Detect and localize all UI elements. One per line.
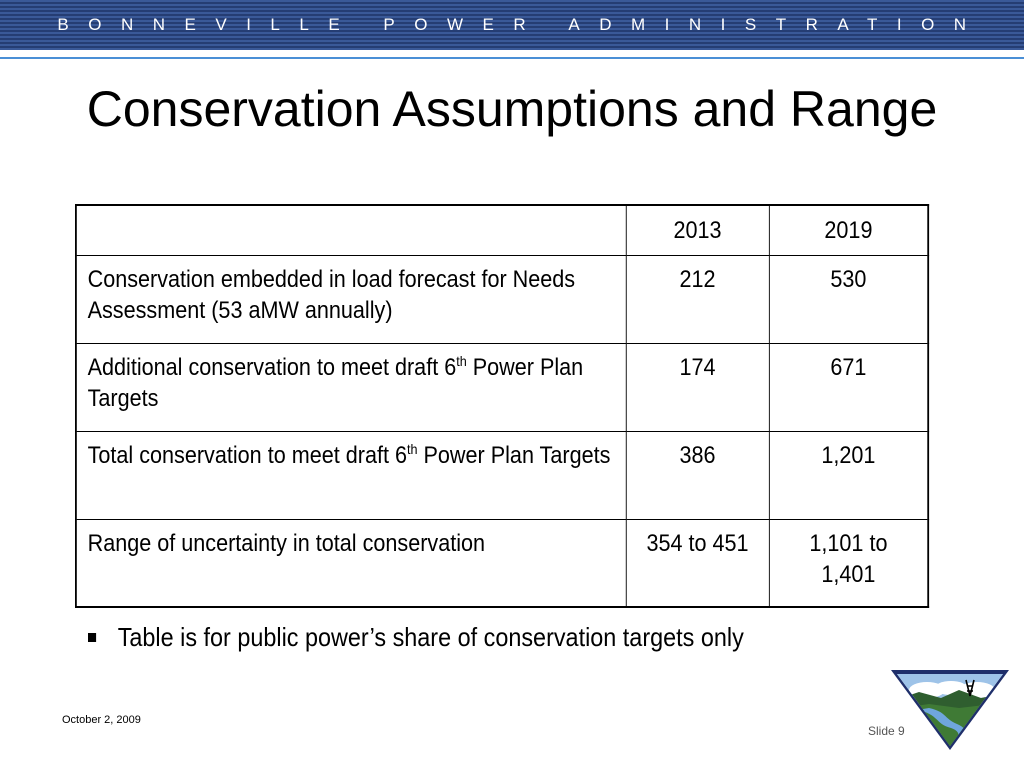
value-2013: 354 to 451 [626, 519, 769, 607]
table-row [76, 431, 928, 519]
slide-title: Conservation Assumptions and Range [86, 81, 938, 137]
footer-date: October 2, 2009 [62, 714, 141, 726]
header-divider [0, 57, 1024, 59]
row-label-text: Total conservation to meet draft 6 [87, 441, 407, 469]
row-label [76, 343, 626, 431]
row-label: Conservation embedded in load forecast for Needs Assessment (53 aMW annually) [76, 255, 626, 343]
value-2019: 1,201 [769, 431, 928, 519]
bullet-text: Table is for public power’s share of conservation targets only [117, 622, 744, 652]
table-header-row [76, 205, 928, 255]
conservation-table [75, 204, 929, 608]
row-label-superscript: th [406, 440, 418, 457]
bullet-item [88, 622, 744, 653]
row-label-text: Power Plan Targets [87, 353, 584, 412]
value-2013: 212 [626, 255, 769, 343]
value-2013: 386 [626, 431, 769, 519]
bpa-logo-icon [889, 668, 1011, 752]
row-label: Range of uncertainty in total conservation [76, 519, 626, 607]
row-label-text: Additional conservation to meet draft 6 [87, 353, 457, 381]
table-row [76, 255, 928, 343]
table-row [76, 519, 928, 607]
value-2019: 1,101 to 1,401 [769, 519, 928, 607]
table-header-cell: 2019 [769, 205, 928, 255]
row-label [76, 431, 626, 519]
table-header-cell: 2013 [626, 205, 769, 255]
header-banner [0, 0, 1024, 50]
banner-text: BONNEVILLE POWER ADMINISTRATION [57, 15, 986, 34]
value-2019: 671 [769, 343, 928, 431]
square-bullet-icon [88, 633, 96, 642]
table-row [76, 343, 928, 431]
value-2019: 530 [769, 255, 928, 343]
slide-number: Slide 9 [868, 724, 905, 738]
table-header-cell [76, 205, 626, 255]
row-label-superscript: th [456, 352, 467, 369]
value-2013: 174 [626, 343, 769, 431]
row-label-text: Power Plan Targets [417, 441, 611, 469]
